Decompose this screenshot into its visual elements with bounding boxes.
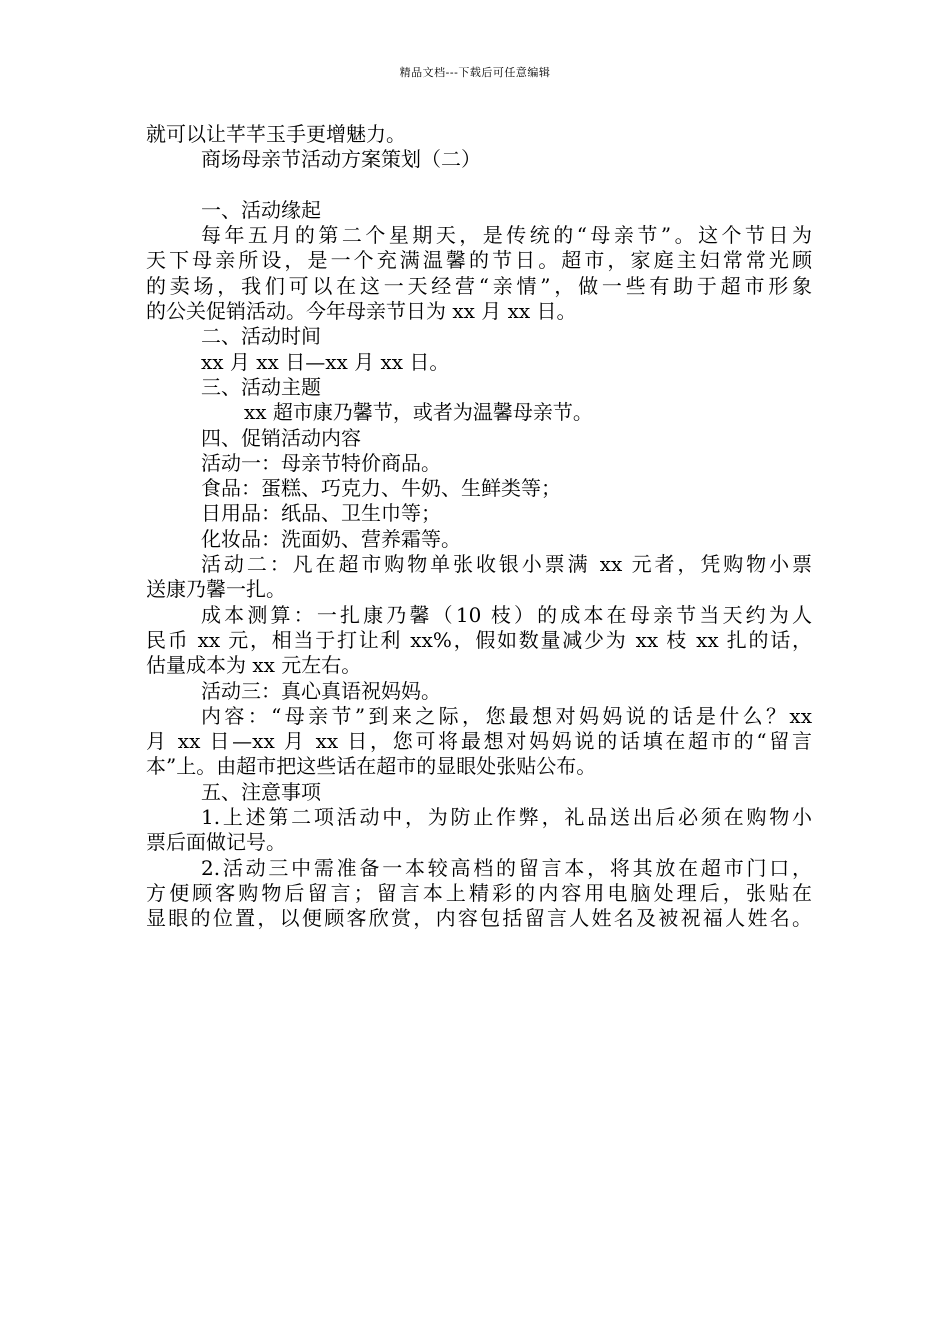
text-line: 成本测算：一扎康乃馨（10 枝）的成本在母亲节当天约为人	[201, 602, 812, 627]
text-line: 民币 xx 元，相当于打让利 xx%，假如数量减少为 xx 枝 xx 扎的话，	[146, 627, 812, 652]
text-line: 的卖场，我们可以在这一天经营“亲情”，做一些有助于超市形象	[146, 273, 812, 298]
text-line: 内容：“母亲节”到来之际，您最想对妈妈说的话是什么？xx	[201, 703, 812, 728]
text-line: 一、活动缘起	[201, 197, 321, 222]
text-line: 天下母亲所设，是一个充满温馨的节日。超市，家庭主妇常常光顾	[146, 248, 812, 273]
text-line: 二、活动时间	[201, 324, 321, 349]
text-line: 2.活动三中需准备一本较高档的留言本，将其放在超市门口，	[201, 855, 812, 880]
text-line: 活动一：母亲节特价商品。	[201, 450, 441, 475]
text-line: 就可以让芊芊玉手更增魅力。	[146, 122, 406, 146]
blank-line	[146, 173, 812, 198]
document-body	[146, 122, 812, 932]
text-line: 显眼的位置，以便顾客欣赏，内容包括留言人姓名及被祝福人姓名。	[146, 906, 812, 931]
text-line: 本”上。由超市把这些话在超市的显眼处张贴公布。	[146, 754, 597, 779]
text-line: 每年五月的第二个星期天，是传统的“母亲节”。这个节日为	[201, 223, 812, 248]
text-line: 化妆品：洗面奶、营养霜等。	[201, 526, 461, 551]
text-line: 日用品：纸品、卫生巾等；	[201, 501, 441, 526]
text-line: 估量成本为 xx 元左右。	[146, 653, 362, 678]
text-line: 三、活动主题	[201, 374, 321, 399]
text-line: 方便顾客购物后留言；留言本上精彩的内容用电脑处理后，张贴在	[146, 880, 812, 905]
text-line: xx 月 xx 日—xx 月 xx 日。	[201, 349, 450, 374]
text-line: 月 xx 日—xx 月 xx 日，您可将最想对妈妈说的话填在超市的“留言	[146, 729, 812, 754]
page-header: 精品文档---下载后可任意编辑	[399, 66, 551, 79]
text-line: 1.上述第二项活动中，为防止作弊，礼品送出后必须在购物小	[201, 805, 812, 830]
text-line: xx 超市康乃馨节，或者为温馨母亲节。	[244, 400, 593, 425]
text-line: 送康乃馨一扎。	[146, 577, 286, 602]
text-line: 票后面做记号。	[146, 830, 286, 855]
text-line: 食品：蛋糕、巧克力、牛奶、生鲜类等；	[201, 476, 561, 501]
text-line: 四、促销活动内容	[201, 425, 361, 450]
text-line: 活动二：凡在超市购物单张收银小票满 xx 元者，凭购物小票	[201, 552, 812, 577]
text-line: 活动三：真心真语祝妈妈。	[201, 678, 441, 703]
text-line: 商场母亲节活动方案策划（二）	[201, 147, 481, 172]
text-line: 的公关促销活动。今年母亲节日为 xx 月 xx 日。	[146, 299, 577, 324]
text-line: 五、注意事项	[201, 779, 321, 804]
